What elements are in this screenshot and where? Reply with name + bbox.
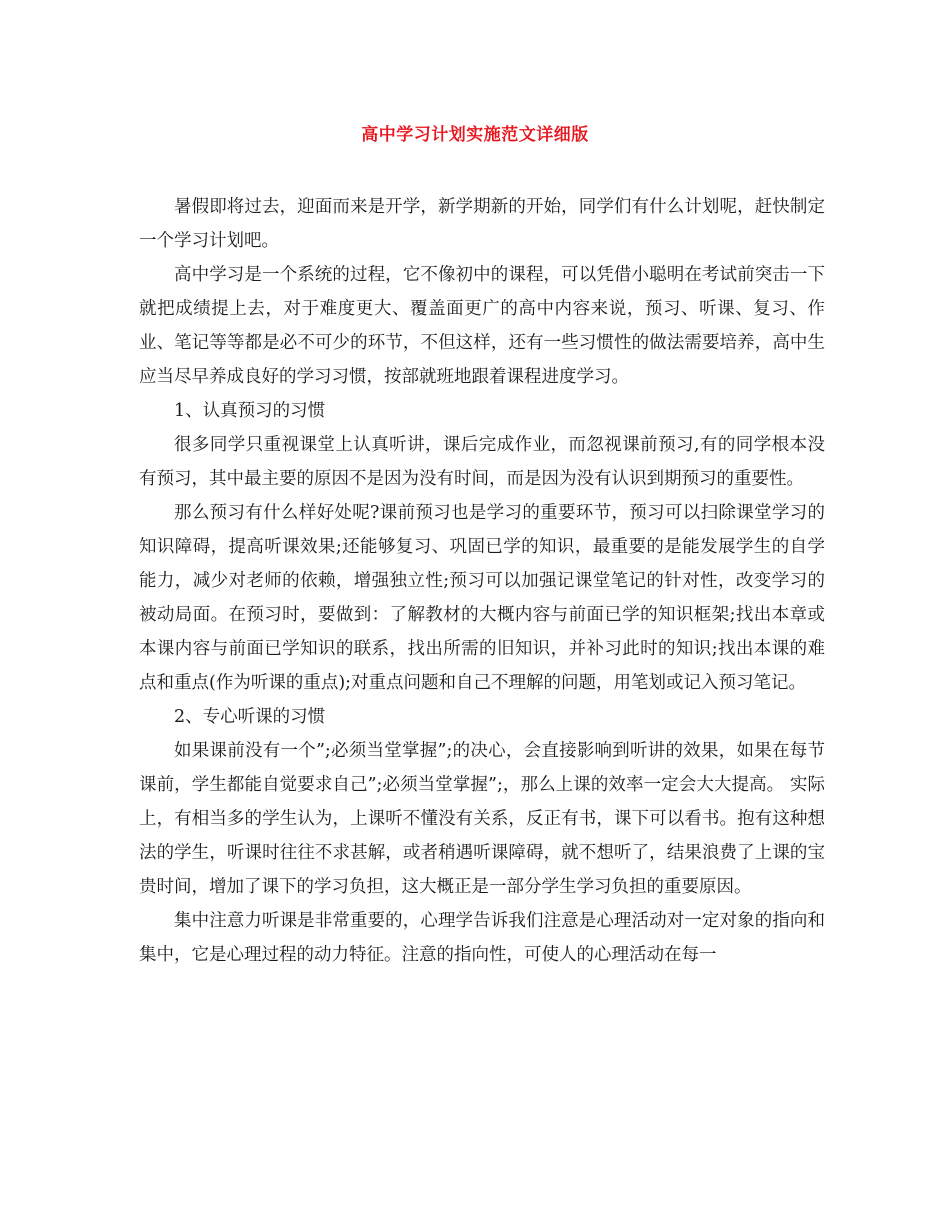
paragraph-listening-resolve: 如果课前没有一个”;必须当堂掌握”;的决心，会直接影响到听讲的效果，如果在每节课前，学生都能自觉要求自己”;必须当堂掌握”;，那么上课的效率一定会大大提高。 实际上，有相当多的学生认为，上课听不懂没有关系，反正有书，课下可以看书。抱有这种想法的学生，听课时往往不求甚解，或者稍遇听课障碍，就不想听了，结果浪费了上课的宝贵时间，增加了课下的学习负担，这大概正是一部分学生学习负担的重要原因。 [139,741,825,897]
paragraph-attention: 集中注意力听课是非常重要的，心理学告诉我们注意是心理活动对一定对象的指向和集中，它是心理过程的动力特征。注意的指向性，可使人的心理活动在每一 [139,911,825,965]
paragraph-intro: 暑假即将过去，迎面而来是开学，新学期新的开始，同学们有什么计划呢，赶快制定一个学习计划吧。 [139,197,825,251]
paragraph-preview-problem: 很多同学只重视课堂上认真听讲，课后完成作业，而忽视课前预习,有的同学根本没有预习，其中最主要的原因不是因为没有时间，而是因为没有认识到期预习的重要性。 [139,435,825,489]
paragraph-overview: 高中学习是一个系统的过程，它不像初中的课程，可以凭借小聪明在考试前突击一下就把成绩提上去，对于难度更大、覆盖面更广的高中内容来说，预习、听课、复习、作业、笔记等等都是必不可少的环节，不但这样，还有一些习惯性的做法需要培养，高中生应当尽早养成良好的学习习惯，按部就班地跟着课程进度学习。 [139,265,825,387]
paragraph-preview-benefits: 那么预习有什么样好处呢?课前预习也是学习的重要环节，预习可以扫除课堂学习的知识障碍，提高听课效果;还能够复习、巩固已学的知识，最重要的是能发展学生的自学能力，减少对老师的依赖，增强独立性;预习可以加强记课堂笔记的针对性，改变学习的被动局面。在预习时，要做到：了解教材的大概内容与前面已学的知识框架;找出本章或本课内容与前面已学知识的联系，找出所需的旧知识，并补习此时的知识;找出本课的难点和重点(作为听课的重点);对重点问题和自己不理解的问题，用笔划或记入预习笔记。 [139,503,825,693]
document-title: 高中学习计划实施范文详细版 [361,125,589,145]
section-heading-listening: 2、专心听课的习惯 [174,707,326,727]
document-body [139,190,825,972]
section-heading-preview: 1、认真预习的习惯 [174,401,326,421]
